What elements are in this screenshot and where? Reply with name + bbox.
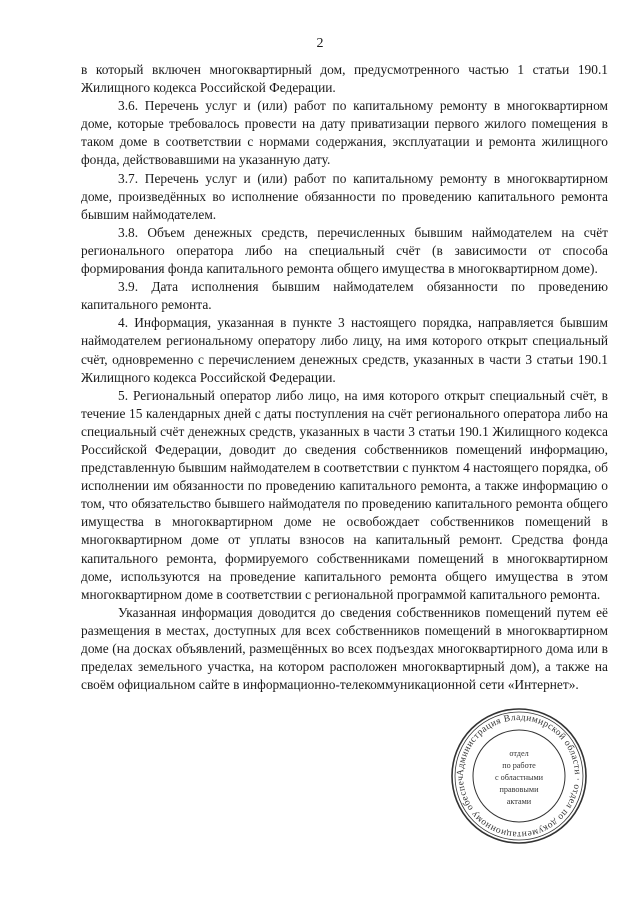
paragraph: 3.7. Перечень услуг и (или) работ по капитальному ремонту в многоквартирном доме, произведённых во исполнение обязанности по проведению капитального ремонта бывшим наймодателем. — [81, 170, 608, 222]
stamp-line: по работе — [502, 761, 536, 770]
official-stamp — [449, 706, 589, 846]
paragraph: 4. Информация, указанная в пункте 3 настоящего порядка, направляется бывшим наймодателем региональному оператору либо лицу, на имя которого открыт специальный счёт, одновременно с перечислением денежных средств, указанных в части 3 статьи 190.1 Жилищного кодекса Российской Федерации. — [81, 315, 608, 385]
stamp-ring-text: Администрация Владимирской области · отдел по документационному обеспеч — [455, 712, 583, 840]
paragraph: Указанная информация доводится до сведения собственников помещений путем её размещения в местах, доступных для всех собственников помещений в многоквартирном доме (на досках объявлений, размещённых во всех подъездах многоквартирного дома или в пределах земельного участка, на котором расположен многоквартирный дом), а также на своём официальном сайте в информационно-телекоммуникационной сети «Интернет». — [81, 604, 608, 693]
paragraph: 5. Региональный оператор либо лицо, на имя которого открыт специальный счёт, в течение 15 календарных дней с даты поступления на счёт регионального оператора либо на специальный счёт денежных средств, указанных в части 3 статьи 190.1 Жилищного кодекса Российской Федерации, доводит до сведения собственников помещений информацию, представленную бывшим наймодателем в соответствии с пунктом 4 настоящего порядка, об исполнении им обязанности по проведению капитального ремонта, а также информацию о том, что обязательство бывшего наймодателя по проведению капитального ремонта общего имущества в многоквартирном доме не освобождает собственников помещений в многоквартирном доме от уплаты взносов на капитальный ремонт. Средства фонда капитального ремонта, формируемого собственниками помещений в многоквартирном доме, используются на проведение капитального ремонта общего имущества в этом многоквартирном доме в соответствии с региональной программой капитального ремонта. — [81, 387, 608, 602]
paragraph: 3.6. Перечень услуг и (или) работ по капитальному ремонту в многоквартирном доме, которые требовалось провести на дату приватизации первого жилого помещения в таком доме в соответствии с нормами содержания, эксплуатации и ремонта жилищного фонда, действовавшими на указанную дату. — [81, 98, 608, 168]
stamp-line: с областными — [494, 773, 544, 782]
stamp-line: актами — [506, 797, 532, 806]
stamp-line: отдел — [509, 749, 529, 758]
page-number: 2 — [316, 36, 324, 51]
paragraph: в который включен многоквартирный дом, предусмотренного частью 1 статьи 190.1 Жилищного кодекса Российской Федерации. — [81, 62, 608, 96]
paragraph: 3.9. Дата исполнения бывшим наймодателем обязанности по проведению капитального ремонта. — [81, 279, 608, 313]
stamp-graphic — [449, 706, 589, 846]
document-body — [81, 61, 608, 694]
stamp-line: правовыми — [499, 785, 539, 794]
paragraph: 3.8. Объем денежных средств, перечисленных бывшим наймодателем на счёт регионального оператора либо на специальный счёт (в зависимости от способа формирования фонда капитального ремонта общего имущества в многоквартирном доме). — [81, 224, 608, 277]
